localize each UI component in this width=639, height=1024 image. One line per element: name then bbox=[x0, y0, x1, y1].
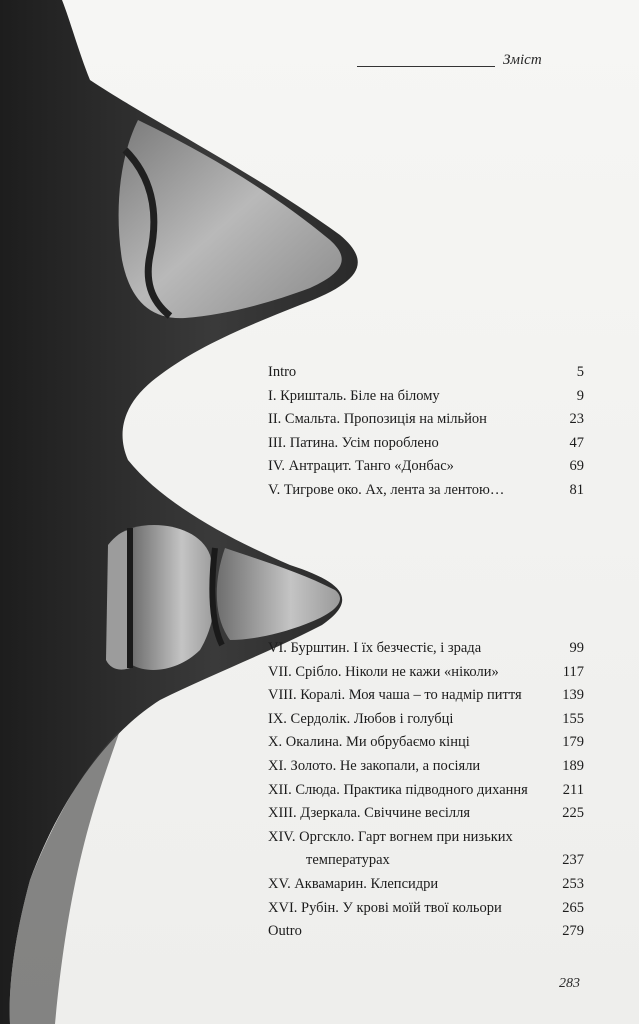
toc-entry-page: 69 bbox=[569, 458, 584, 475]
toc-entry-title: II. Смальта. Пропозиція на мільйон bbox=[268, 411, 487, 428]
toc-entry bbox=[268, 779, 584, 803]
toc-entry bbox=[268, 897, 584, 921]
toc-entry bbox=[268, 826, 584, 873]
toc-entry-title: XV. Аквамарин. Клепсидри bbox=[268, 875, 439, 892]
toc-entry bbox=[268, 708, 584, 732]
toc-entry-page: 139 bbox=[562, 687, 584, 704]
toc-entry-title bbox=[268, 826, 513, 873]
toc-entry bbox=[268, 661, 584, 685]
toc-entry-title: V. Тигрове око. Ах, лента за лентою… bbox=[268, 481, 505, 498]
toc-entry-title: VIII. Коралі. Моя чаша – то надмір пиття bbox=[268, 687, 522, 704]
toc-entry-title: VI. Бурштин. І їх безчестіє, і зрада bbox=[268, 640, 482, 656]
toc-entry-page: 5 bbox=[576, 364, 584, 380]
toc-entry bbox=[268, 361, 584, 385]
running-head-rule bbox=[357, 66, 495, 67]
toc-entry-title: XIII. Дзеркала. Свіччине весілля bbox=[268, 805, 471, 822]
toc-block-2 bbox=[268, 637, 584, 944]
toc-entry-page: 81 bbox=[569, 481, 584, 498]
toc-entry-page: 189 bbox=[562, 757, 584, 774]
toc-entry-title-line2: температурах bbox=[306, 852, 390, 869]
toc-entry bbox=[268, 432, 584, 456]
toc-entry-title: Intro bbox=[268, 364, 297, 380]
toc-entry bbox=[268, 755, 584, 779]
toc-entry-title: IV. Антрацит. Танго «Донбас» bbox=[268, 458, 454, 475]
toc-entry-page: 211 bbox=[562, 781, 584, 798]
toc-entry-page: 179 bbox=[562, 734, 584, 751]
running-head-title: Зміст bbox=[503, 52, 542, 68]
toc-entry bbox=[268, 920, 584, 944]
toc-entry-title: IX. Сердолік. Любов і голубці bbox=[268, 710, 454, 727]
toc-entry bbox=[268, 408, 584, 432]
toc-entry bbox=[268, 479, 584, 503]
toc-entry-page: 225 bbox=[562, 805, 584, 822]
toc-entry bbox=[268, 802, 584, 826]
running-head bbox=[357, 52, 597, 72]
toc-entry-title-line1: XIV. Оргскло. Гарт вогнем при низьких bbox=[268, 828, 513, 845]
toc-entry bbox=[268, 385, 584, 409]
toc-entry-page: 9 bbox=[576, 387, 584, 404]
toc-entry-title: I. Кришталь. Біле на білому bbox=[268, 387, 440, 404]
toc-entry-title: VII. Срібло. Ніколи не кажи «ніколи» bbox=[268, 663, 499, 680]
toc-entry-title: XI. Золото. Не закопали, а посіяли bbox=[268, 757, 481, 774]
toc-entry bbox=[268, 873, 584, 897]
toc-entry-title: X. Окалина. Ми обрубаємо кінці bbox=[268, 734, 470, 751]
toc-entry bbox=[268, 455, 584, 479]
toc-entry-title: Outro bbox=[268, 923, 302, 940]
toc-entry-page: 155 bbox=[562, 710, 584, 727]
toc-entry-page: 279 bbox=[562, 923, 584, 940]
toc-entry-page: 265 bbox=[562, 899, 584, 916]
page-number: 283 bbox=[559, 976, 580, 991]
toc-block-1 bbox=[268, 361, 584, 503]
toc-entry-title: XVI. Рубін. У крові моїй твої кольори bbox=[268, 899, 502, 916]
toc-entry bbox=[268, 684, 584, 708]
toc-entry bbox=[268, 731, 584, 755]
toc-entry-page: 237 bbox=[562, 852, 584, 869]
toc-entry-title: XII. Слюда. Практика підводного дихання bbox=[268, 781, 528, 798]
toc-entry-page: 117 bbox=[562, 663, 584, 680]
toc-entry-page: 253 bbox=[562, 875, 584, 892]
toc-entry-page: 99 bbox=[569, 640, 584, 656]
lower-window-edge bbox=[106, 530, 130, 670]
toc-entry-title: III. Патина. Усім пороблено bbox=[268, 434, 439, 451]
toc-entry-page: 23 bbox=[569, 411, 584, 428]
toc-entry-page: 47 bbox=[569, 434, 584, 451]
toc-entry bbox=[268, 637, 584, 661]
